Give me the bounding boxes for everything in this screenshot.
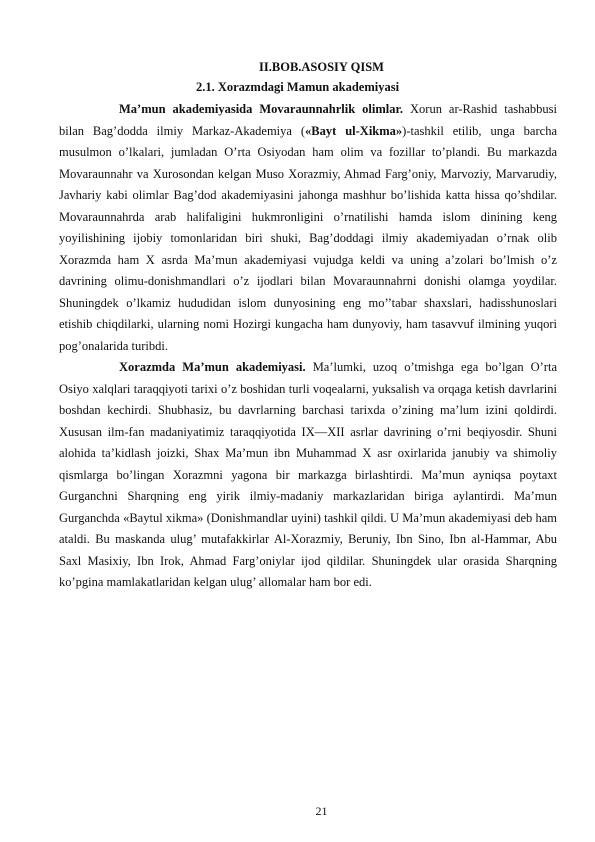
page-number: 21	[315, 804, 328, 818]
section-title: 2.1. Xorazmdagi Mamun akademiyasi	[195, 80, 400, 94]
paragraph-1	[59, 99, 557, 357]
paragraph-lead: Ma’mun akademiyasida Movaraunnahrlik olimlar.	[119, 102, 404, 116]
paragraph-text: Ma’lumki, uzoq o’tmishga ega bo’lgan O’rta Osiyo xalqlari taraqqiyoti tarixi o’z boshidan turli voqealarni, yuksalish va orqaga ketish davrlarini boshdan kechirdi. Shubhasiz, bu davrlarning barchasi tarixda o’zining ma’lum izini qoldirdi. Xususan ilm-fan madaniyatimiz taraqqiyotida IX—XII asrlar davrining o’rni beqiyosdir. Shuni alohida ta’kidlash joizki, Shax Ma’mun ibn Muhammad X asr oxirlarida janubiy va shimoliy qismlarga bo’lingan Xorazmni yagona bir markazga birlashtirdi. Ma’mun ayniqsa poytaxt Gurganchni Sharqning eng yirik ilmiy-madaniy markazlaridan biriga aylantirdi. Ma’mun Gurganchda «Baytul xikma» (Donishmandlar uyini) tashkil qildi. U Ma’mun akademiyasi deb ham ataldi. Bu maskanda ulug’ mutafakkirlar Al-Xorazmiy, Beruniy, Ibn Sino, Ibn al-Hammar, Abu Saxl Masixiy, Ibn Irok, Ahmad Farg’oniylar ijod qildilar. Shuningdek ular orasida Sharqning ko’pgina mamlakatlaridan kelgan ulug’ allomalar ham bor edi.	[59, 360, 557, 589]
paragraph-text-continued: )-tashkil etilib, unga barcha musulmon o’lkalari, jumladan O’rta Osiyodan ham olim va fozillar to’plandi. Bu markazda Movaraunnahr va Xurosondan kelgan Muso Xorazmiy, Ahmad Farg’oniy, Marvoziy, Marvarudiy, Javhariy kabi olimlar Bag’dod akademiyasini jahonga mashhur bo’lishida katta hissa qo’shdilar. Movaraunnahrda arab halifaligini hukmronligini o’rnatilishi hamda islom dinining keng yoyilishining ijobiy tomonlaridan biri shuki, Bag’doddagi ilmiy akademiyadan o’rnak olib Xorazmda ham X asrda Ma’mun akademiyasi vujudga keldi va uning a’zolari bo’lmish o’z davrining olimu-donishmandlari o’z ijodlari bilan Movaraunnahrni donishi olamga yoydilar. Shuningdek o’lkamiz hududidan islom dunyosining eng mo’’tabar shaxslari, hadisshunoslari etishib chiqdilarki, ularning nomi Hozirgi kungacha ham dunyoviy, ham tasavvuf ilmining yuqori pog’onalarida turibdi.	[59, 123, 557, 353]
paragraph-lead: Xorazmda Ma’mun akademiyasi.	[119, 360, 306, 374]
paragraph-text: Xorun ar-Rashid tashabbusi bilan Bag’dodda ilmiy Markaz-Akademiya (	[59, 102, 557, 138]
chapter-title: II.BOB.ASOSIY QISM	[259, 60, 384, 74]
paragraph-2	[59, 357, 557, 594]
body-text	[59, 99, 557, 594]
paragraph-bold-inline: «Bayt ul-Xikma»	[305, 123, 403, 138]
